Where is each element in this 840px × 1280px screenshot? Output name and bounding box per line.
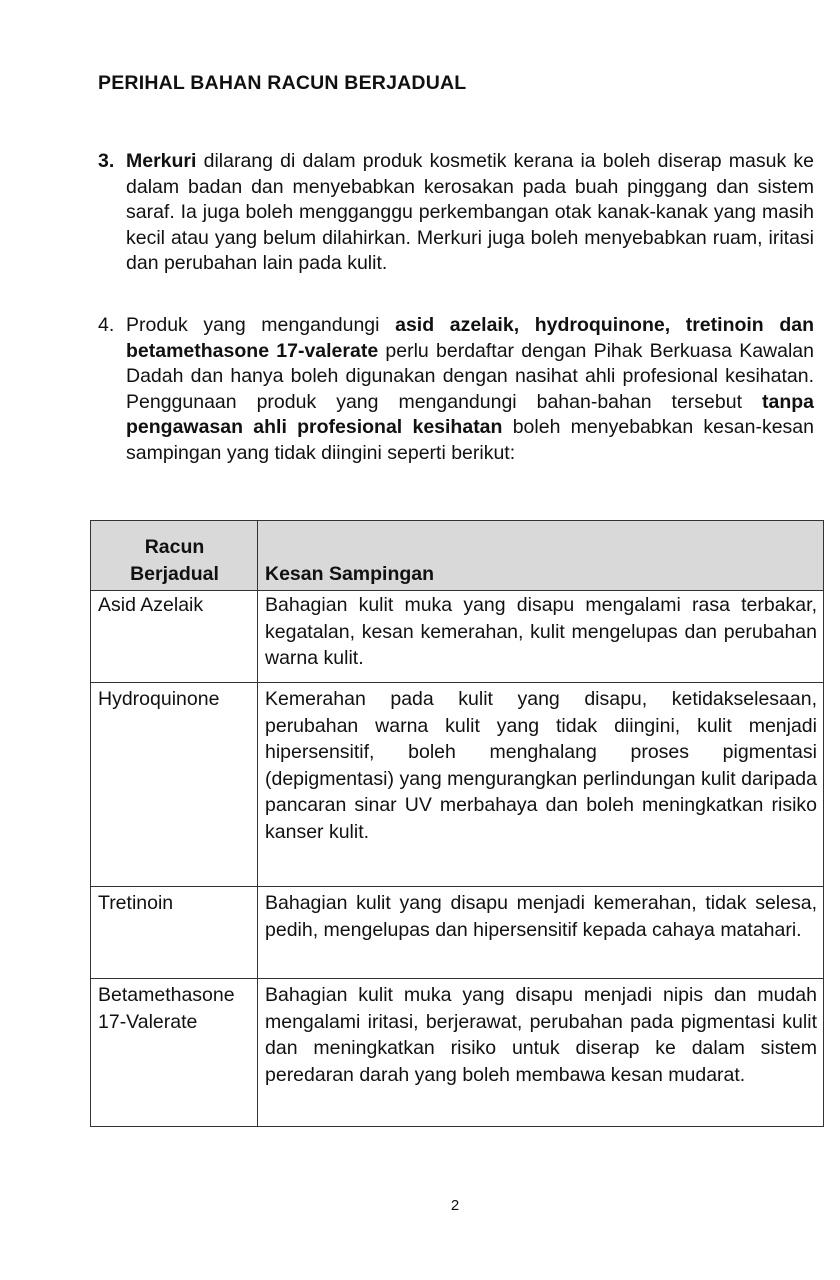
substance-cell: Betamethasone 17-Valerate [91,979,258,1127]
paragraph-text: dilarang di dalam produk kosmetik kerana ia boleh diserap masuk ke dalam badan dan menyebabkan kerosakan pada buah pinggang dan sistem saraf. Ia juga boleh mengganggu perkembangan otak kanak-kanak yang masih kecil atau yang belum dilahirkan. Merkuri juga boleh menyebabkan ruam, iritasi dan perubahan lain pada kulit. [126,150,814,274]
paragraph-text: perlu berdaftar dengan Pihak Berkuasa Kawalan Dadah dan hanya boleh digunakan dengan nasihat ahli profesional kesihatan. Penggunaan produk yang mengandungi bahan-bahan tersebut [126,339,814,413]
effect-cell: Bahagian kulit muka yang disapu menjadi nipis dan mudah mengalami iritasi, berjerawat, perubahan pada pigmentasi kulit dan meningkatkan risiko untuk diserap ke dalam sistem peredaran darah yang boleh membawa kesan mudarat. [258,979,824,1127]
table-row [91,591,824,683]
substance-cell: Hydroquinone [91,683,258,887]
table-row [91,979,824,1127]
page-number: 2 [450,1197,460,1214]
paragraph-body [126,313,814,466]
bold-term: asid azelaik, hydroquinone, tretinoin dan betamethasone 17-valerate [126,314,814,362]
header-substance: Racun Berjadual [91,521,258,591]
paragraph-number: 3. [98,150,115,172]
bold-term: Merkuri [126,150,197,172]
page-title: PERIHAL BAHAN RACUN BERJADUAL [98,72,467,94]
table-header-row [91,521,824,591]
substance-cell: Asid Azelaik [91,591,258,683]
effect-cell: Bahagian kulit yang disapu menjadi kemerahan, tidak selesa, pedih, mengelupas dan hipersensitif kepada cahaya matahari. [258,887,824,979]
bold-term: tanpa pengawasan ahli profesional kesihatan [126,390,814,438]
effect-cell: Kemerahan pada kulit yang disapu, ketidakselesaan, perubahan warna kulit yang tidak diingini, kulit menjadi hipersensitif, boleh menghalang proses pigmentasi (depigmentasi) yang mengurangkan perlindungan kulit daripada pancaran sinar UV merbahaya dan boleh meningkatkan risiko kanser kulit. [258,683,824,887]
paragraph-text: Produk yang mengandungi [126,314,396,336]
side-effects-table [90,520,823,1127]
substance-cell: Tretinoin [91,887,258,979]
paragraph-3 [98,149,814,277]
paragraph-body [126,149,814,277]
table-row [91,683,824,887]
paragraph-4 [98,313,814,466]
paragraph-text: boleh menyebabkan kesan-kesan sampingan yang tidak diingini seperti berikut: [126,416,814,464]
effect-cell: Bahagian kulit muka yang disapu mengalami rasa terbakar, kegatalan, kesan kemerahan, kulit mengelupas dan perubahan warna kulit. [258,591,824,683]
table-row [91,887,824,979]
header-side-effects: Kesan Sampingan [258,521,824,591]
paragraph-number: 4. [98,314,115,336]
